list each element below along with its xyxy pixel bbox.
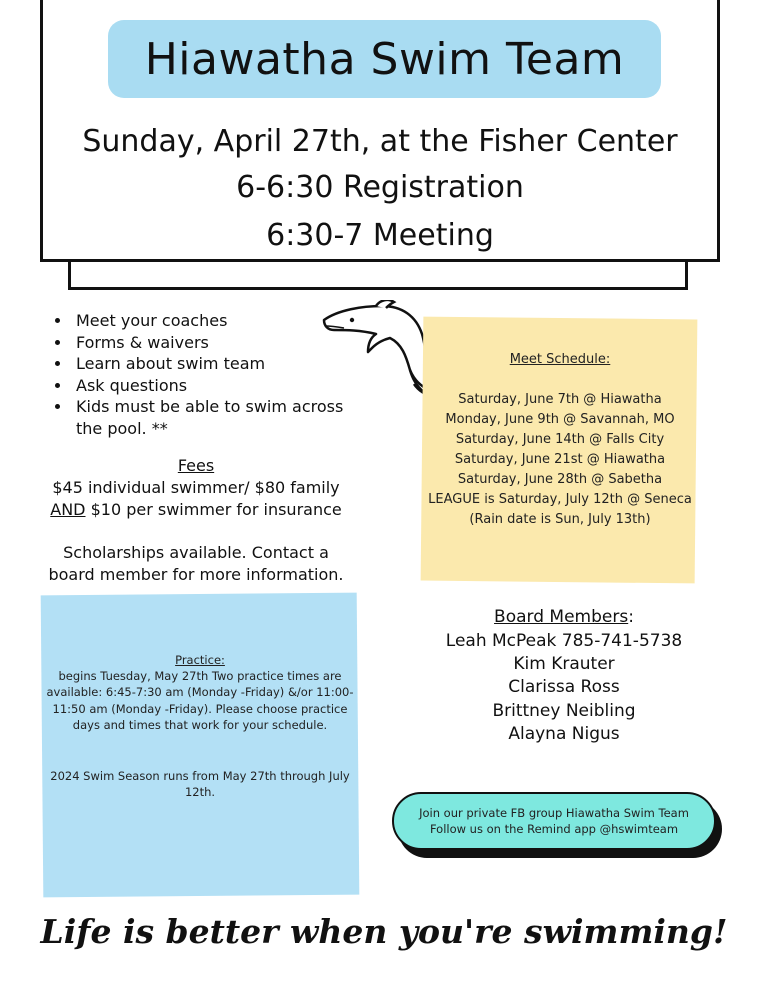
scholarships-note: Scholarships available. Contact a board member for more information. — [48, 543, 344, 584]
list-item: (Rain date is Sun, July 13th) — [469, 512, 651, 527]
fees-and: AND — [50, 500, 86, 519]
meet-schedule-heading: Meet Schedule: — [509, 352, 611, 367]
board-members-list — [400, 630, 728, 746]
event-registration-time: 6-6:30 Registration — [236, 170, 524, 205]
list-item: Saturday, June 28th @ Sabetha — [457, 472, 663, 487]
list-item: Kim Krauter — [513, 654, 615, 675]
practice-details: begins Tuesday, May 27th Two practice times are available: 6:45-7:30 am (Monday -Friday) &/or 11:00-11:50 am (Monday -Friday). Please choose practice days and times that work for your schedule. — [46, 669, 354, 732]
list-item: • Learn about swim team — [72, 353, 372, 375]
list-item: Saturday, June 14th @ Falls City — [455, 432, 665, 447]
tagline: Life is better when you're swimming! — [40, 912, 728, 951]
list-item: Saturday, June 7th @ Hiawatha — [458, 392, 662, 407]
fees-heading: Fees — [177, 456, 215, 475]
list-item: • Meet your coaches — [72, 310, 372, 332]
list-item: Saturday, June 21st @ Hiawatha — [454, 452, 666, 467]
list-item: • Ask questions — [72, 375, 372, 397]
board-heading-text: Board Members — [494, 607, 629, 627]
list-item: • Kids must be able to swim across the pool. ** — [72, 396, 372, 439]
meet-schedule-list — [412, 390, 708, 530]
practice-season: 2024 Swim Season runs from May 27th through July 12th. — [50, 769, 350, 800]
board-heading — [400, 607, 728, 627]
list-item: LEAGUE is Saturday, July 12th @ Seneca — [428, 492, 692, 507]
remind-app-text: Follow us on the Remind app @hswimteam — [429, 822, 679, 836]
list-item: Leah McPeak 785-741-5738 — [445, 631, 683, 651]
facebook-group-text: Join our private FB group Hiawatha Swim Team — [419, 806, 689, 820]
event-meeting-time: 6:30-7 Meeting — [266, 218, 494, 253]
list-item: Alayna Nigus — [508, 723, 620, 744]
fees-line: $45 individual swimmer/ $80 family — [52, 478, 340, 497]
list-item: Monday, June 9th @ Savannah, MO — [445, 412, 675, 427]
fees-insurance-text: $10 per swimmer for insurance — [85, 500, 342, 519]
list-item: Brittney Neibling — [492, 700, 636, 721]
list-item: Clarissa Ross — [508, 677, 620, 698]
social-pill — [392, 792, 716, 850]
fees-insurance-line — [40, 500, 352, 519]
board-heading-colon: : — [628, 607, 634, 627]
list-item: • Forms & waivers — [72, 332, 372, 354]
page-title: Hiawatha Swim Team — [108, 20, 661, 98]
practice-note — [41, 593, 360, 898]
event-date: Sunday, April 27th, at the Fisher Center — [82, 124, 678, 159]
practice-heading: Practice: — [175, 653, 225, 667]
